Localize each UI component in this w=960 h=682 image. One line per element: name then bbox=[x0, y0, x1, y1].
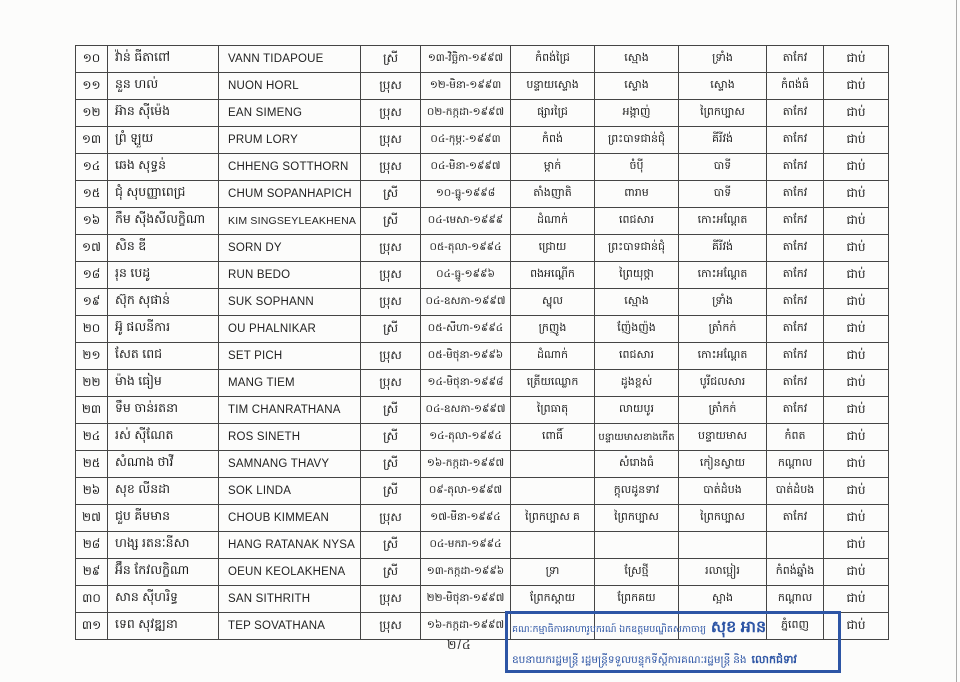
cell-commune: ដូងខ្ពស់ bbox=[595, 370, 679, 397]
cell-name_en: VANN TIDAPOUE bbox=[219, 46, 361, 73]
cell-no: ២៩ bbox=[76, 559, 108, 586]
cell-name_km: ហង្ស រតនៈនីសា bbox=[108, 532, 219, 559]
cell-dob: ០៤-ឧសភា-១៩៩៧ bbox=[421, 289, 511, 316]
cell-no: ១២ bbox=[76, 100, 108, 127]
cell-commune: ពារាម bbox=[595, 181, 679, 208]
cell-province: តាកែវ bbox=[767, 100, 824, 127]
cell-name_en: SET PICH bbox=[219, 343, 361, 370]
cell-commune: បន្ទាយមាសខាងកើត bbox=[595, 424, 679, 451]
cell-sex: ស្រី bbox=[361, 451, 421, 478]
cell-sex: ស្រី bbox=[361, 397, 421, 424]
cell-no: ១០ bbox=[76, 46, 108, 73]
cell-dob: ០៩-តុលា-១៩៩៧ bbox=[421, 478, 511, 505]
cell-sex: ស្រី bbox=[361, 46, 421, 73]
cell-sex: ប្រុស bbox=[361, 235, 421, 262]
cell-district: ត្រាំកក់ bbox=[679, 397, 767, 424]
cell-name_km: រស់ ស៊ីណែត bbox=[108, 424, 219, 451]
cell-name_en: HANG RATANAK NYSA bbox=[219, 532, 361, 559]
table-row bbox=[76, 478, 889, 505]
cell-no: ១៩ bbox=[76, 289, 108, 316]
cell-province: តាកែវ bbox=[767, 235, 824, 262]
cell-dob: ១៣-កក្កដា-១៩៩៦ bbox=[421, 559, 511, 586]
cell-name_km: សុខ លីនដា bbox=[108, 478, 219, 505]
table-row bbox=[76, 343, 889, 370]
cell-dob: ០៤-មករា-១៩៩៤ bbox=[421, 532, 511, 559]
cell-name_km: ជុំ សុបញ្ញាពេជ្រ bbox=[108, 181, 219, 208]
stamp-dignitary-name: សុខ អាន bbox=[710, 619, 767, 636]
cell-no: ១៥ bbox=[76, 181, 108, 208]
cell-name_km: នួន ហល់ bbox=[108, 73, 219, 100]
cell-sex: ស្រី bbox=[361, 208, 421, 235]
cell-province: កណ្ដាល bbox=[767, 586, 824, 613]
cell-result: ជាប់ bbox=[824, 478, 889, 505]
cell-province: ភ្នំពេញ bbox=[767, 613, 824, 640]
cell-name_km: អ៊ាន ស៊ីម៉េង bbox=[108, 100, 219, 127]
cell-commune: ស្ទោង bbox=[595, 73, 679, 100]
cell-sex: ស្រី bbox=[361, 316, 421, 343]
cell-result: ជាប់ bbox=[824, 451, 889, 478]
cell-district: បាត់ដំបង bbox=[679, 478, 767, 505]
cell-result: ជាប់ bbox=[824, 235, 889, 262]
cell-result: ជាប់ bbox=[824, 73, 889, 100]
cell-commune: ព្រែកគយ bbox=[595, 586, 679, 613]
cell-village: ដំណាក់ bbox=[511, 343, 595, 370]
cell-name_en: CHUM SOPANHAPICH bbox=[219, 181, 361, 208]
cell-sex: ស្រី bbox=[361, 532, 421, 559]
cell-result: ជាប់ bbox=[824, 343, 889, 370]
stamp-line-1 bbox=[512, 616, 834, 640]
cell-commune: ស្មោង bbox=[595, 289, 679, 316]
cell-village: ផ្សារជ្រៃ bbox=[511, 100, 595, 127]
cell-name_en: RUN BEDO bbox=[219, 262, 361, 289]
candidate-results-table bbox=[75, 45, 889, 640]
page-edge-line bbox=[956, 0, 957, 682]
cell-dob: ០៥-សីហា-១៩៩៤ bbox=[421, 316, 511, 343]
cell-district: គីរីវង់ bbox=[679, 127, 767, 154]
cell-sex: ប្រុស bbox=[361, 505, 421, 532]
cell-result: ជាប់ bbox=[824, 262, 889, 289]
cell-dob: ១៣-វិច្ឆិកា-១៩៩៧ bbox=[421, 46, 511, 73]
page-number: ២/៤ bbox=[447, 638, 472, 652]
cell-commune: ស្រែថ្មី bbox=[595, 559, 679, 586]
cell-commune: ព្រះបាទជាន់ជុំ bbox=[595, 235, 679, 262]
cell-result: ជាប់ bbox=[824, 46, 889, 73]
cell-sex: ស្រី bbox=[361, 478, 421, 505]
table-row bbox=[76, 73, 889, 100]
stamp-line-2 bbox=[512, 653, 834, 669]
cell-sex: ប្រុស bbox=[361, 154, 421, 181]
cell-commune: ព្រះបាទជាន់ជុំ bbox=[595, 127, 679, 154]
cell-commune: ព្រៃយុថ្កា bbox=[595, 262, 679, 289]
cell-dob: ០៤-មេសា-១៩៩៩ bbox=[421, 208, 511, 235]
cell-dob: ០៤-ធ្នូ-១៩៩៦ bbox=[421, 262, 511, 289]
cell-result: ជាប់ bbox=[824, 424, 889, 451]
cell-province: តាកែវ bbox=[767, 127, 824, 154]
cell-name_km: សំណាង ថាវី bbox=[108, 451, 219, 478]
cell-name_en: PRUM LORY bbox=[219, 127, 361, 154]
cell-result: ជាប់ bbox=[824, 127, 889, 154]
cell-sex: ស្រី bbox=[361, 559, 421, 586]
cell-province: តាកែវ bbox=[767, 208, 824, 235]
cell-district: បូរីជលសារ bbox=[679, 370, 767, 397]
cell-village bbox=[511, 478, 595, 505]
cell-name_en: TEP SOVATHANA bbox=[219, 613, 361, 640]
cell-name_en: SOK LINDA bbox=[219, 478, 361, 505]
cell-dob: ០៥-តុលា-១៩៩៤ bbox=[421, 235, 511, 262]
cell-no: ១៤ bbox=[76, 154, 108, 181]
cell-village: កំពង់ជ្រៃ bbox=[511, 46, 595, 73]
table-row bbox=[76, 316, 889, 343]
cell-district: ស្អាង bbox=[679, 586, 767, 613]
cell-province: កំពង់ធំ bbox=[767, 73, 824, 100]
cell-name_en: KIM SINGSEYLEAKHENA bbox=[219, 208, 361, 235]
cell-province: តាកែវ bbox=[767, 370, 824, 397]
cell-no: ២៦ bbox=[76, 478, 108, 505]
cell-name_km: ព្រំ ឡួយ bbox=[108, 127, 219, 154]
cell-village: ពងអណ្តើក bbox=[511, 262, 595, 289]
cell-no: ៣០ bbox=[76, 586, 108, 613]
cell-commune bbox=[595, 532, 679, 559]
cell-sex: ស្រី bbox=[361, 424, 421, 451]
cell-province: បាត់ដំបង bbox=[767, 478, 824, 505]
cell-name_en: OEUN KEOLAKHENA bbox=[219, 559, 361, 586]
cell-result: ជាប់ bbox=[824, 181, 889, 208]
stamp-lokchumteav-text: លោកជំទាវ bbox=[751, 654, 797, 666]
cell-dob: ១២-មិនា-១៩៩៣ bbox=[421, 73, 511, 100]
cell-result: ជាប់ bbox=[824, 559, 889, 586]
cell-name_en: EAN SIMENG bbox=[219, 100, 361, 127]
cell-result: ជាប់ bbox=[824, 613, 889, 640]
cell-name_km: ឆេង សុទ្ធន់ bbox=[108, 154, 219, 181]
cell-dob: ១០-ធ្នូ-១៩៩៨ bbox=[421, 181, 511, 208]
cell-dob: ១៧-មីនា-១៩៩៤ bbox=[421, 505, 511, 532]
table-row bbox=[76, 505, 889, 532]
cell-dob: ០៥-មិថុនា-១៩៩៦ bbox=[421, 343, 511, 370]
cell-name_en: ROS SINETH bbox=[219, 424, 361, 451]
cell-name_km: សែត ពេជ bbox=[108, 343, 219, 370]
cell-name_en: OU PHALNIKAR bbox=[219, 316, 361, 343]
cell-province: តាកែវ bbox=[767, 181, 824, 208]
cell-district: កោះអណ្ដែត bbox=[679, 208, 767, 235]
cell-district: ស្ទោង bbox=[679, 73, 767, 100]
cell-commune: ពេជសារ bbox=[595, 343, 679, 370]
cell-name_km: ស៊ុក សុផាន់ bbox=[108, 289, 219, 316]
cell-name_en: TIM CHANRATHANA bbox=[219, 397, 361, 424]
cell-village bbox=[511, 451, 595, 478]
cell-village: ពោធិ៍ bbox=[511, 424, 595, 451]
cell-province: កំពត bbox=[767, 424, 824, 451]
cell-no: ២៨ bbox=[76, 532, 108, 559]
cell-no: ២៤ bbox=[76, 424, 108, 451]
cell-village: ក្រញូង bbox=[511, 316, 595, 343]
cell-village: ត្រើយឈ្លោក bbox=[511, 370, 595, 397]
cell-name_km: អ៊ឹន កែវលក្ខិណា bbox=[108, 559, 219, 586]
cell-commune: អង្កាញ់ bbox=[595, 100, 679, 127]
cell-no: ២២ bbox=[76, 370, 108, 397]
cell-name_km: ទឹម ចាន់រតនា bbox=[108, 397, 219, 424]
cell-village: ម្កាក់ bbox=[511, 154, 595, 181]
table-row bbox=[76, 235, 889, 262]
table-row bbox=[76, 100, 889, 127]
cell-name_km: អ៊ូ ផលនីការ bbox=[108, 316, 219, 343]
table-row bbox=[76, 181, 889, 208]
cell-district: គីរីវង់ bbox=[679, 235, 767, 262]
cell-name_km: វ៉ាន់ ធីតាពៅ bbox=[108, 46, 219, 73]
table-row bbox=[76, 208, 889, 235]
cell-district: ទ្រាំង bbox=[679, 46, 767, 73]
cell-province bbox=[767, 532, 824, 559]
cell-result: ជាប់ bbox=[824, 505, 889, 532]
cell-commune: ក្ដុលដូនទាវ bbox=[595, 478, 679, 505]
cell-district: រលាប្អៀរ bbox=[679, 559, 767, 586]
blue-committee-stamp bbox=[505, 611, 841, 673]
cell-village: ព្រែកស្ដាយ bbox=[511, 586, 595, 613]
cell-name_en: MANG TIEM bbox=[219, 370, 361, 397]
cell-province: តាកែវ bbox=[767, 343, 824, 370]
cell-province: តាកែវ bbox=[767, 46, 824, 73]
cell-name_km: ម៉ាង ធៀម bbox=[108, 370, 219, 397]
cell-result: ជាប់ bbox=[824, 532, 889, 559]
table-row bbox=[76, 154, 889, 181]
cell-name_km: សិន ឌី bbox=[108, 235, 219, 262]
cell-sex: ប្រុស bbox=[361, 100, 421, 127]
cell-village: ព្រៃធាតុ bbox=[511, 397, 595, 424]
cell-sex: ប្រុស bbox=[361, 343, 421, 370]
cell-dob: ១៦-កក្កដា-១៩៩៧ bbox=[421, 613, 511, 640]
table-row bbox=[76, 127, 889, 154]
results-table-body bbox=[76, 46, 889, 640]
cell-district: ព្រៃកប្បាស bbox=[679, 505, 767, 532]
cell-province: តាកែវ bbox=[767, 505, 824, 532]
cell-no: ៣១ bbox=[76, 613, 108, 640]
cell-sex: ប្រុស bbox=[361, 586, 421, 613]
cell-district: កោះអណ្ដែត bbox=[679, 262, 767, 289]
cell-result: ជាប់ bbox=[824, 100, 889, 127]
stamp-title-text: ឧបនាយករដ្ឋមន្ត្រី រដ្ឋមន្ត្រីទទួលបន្ទុកទីស្ដីការគណៈរដ្ឋមន្ត្រី និង bbox=[512, 654, 747, 666]
cell-commune: ចំប៉ី bbox=[595, 154, 679, 181]
cell-result: ជាប់ bbox=[824, 586, 889, 613]
cell-dob: ០៤-ឧសភា-១៩៩៧ bbox=[421, 397, 511, 424]
cell-dob: ០២-កក្កដា-១៩៩៧ bbox=[421, 100, 511, 127]
cell-village: តាំងញាតិ bbox=[511, 181, 595, 208]
cell-name_en: SUK SOPHANN bbox=[219, 289, 361, 316]
cell-village: បន្ទាយស្ទោង bbox=[511, 73, 595, 100]
cell-name_km: រុន បេដូ bbox=[108, 262, 219, 289]
table-row bbox=[76, 451, 889, 478]
cell-no: ១៨ bbox=[76, 262, 108, 289]
cell-sex: ស្រី bbox=[361, 181, 421, 208]
cell-sex: ប្រុស bbox=[361, 73, 421, 100]
cell-province: តាកែវ bbox=[767, 289, 824, 316]
cell-village: ស្នុល bbox=[511, 289, 595, 316]
cell-name_en: SAN SITHRITH bbox=[219, 586, 361, 613]
cell-commune: សំរោងធំ bbox=[595, 451, 679, 478]
cell-village: ទ្រា bbox=[511, 559, 595, 586]
cell-commune: លាយបូរ bbox=[595, 397, 679, 424]
cell-commune: ញ៉ែងញ៉ង bbox=[595, 316, 679, 343]
table-row bbox=[76, 262, 889, 289]
cell-no: ២៣ bbox=[76, 397, 108, 424]
cell-district: បន្ទាយមាស bbox=[679, 424, 767, 451]
cell-no: ១៧ bbox=[76, 235, 108, 262]
cell-district: ទ្រាំង bbox=[679, 289, 767, 316]
cell-commune: ស្មោង bbox=[595, 46, 679, 73]
cell-dob: ១៤-តុលា-១៩៩៤ bbox=[421, 424, 511, 451]
cell-name_en: SORN DY bbox=[219, 235, 361, 262]
table-row bbox=[76, 370, 889, 397]
cell-no: ២៥ bbox=[76, 451, 108, 478]
cell-result: ជាប់ bbox=[824, 289, 889, 316]
cell-sex: ប្រុស bbox=[361, 289, 421, 316]
stamp-committee-text: គណៈកម្មាធិការអាហារូបករណ៍ ឯកឧត្តមបណ្ឌិតសភាចារ្យ bbox=[512, 624, 706, 635]
cell-village: កំពង់ bbox=[511, 127, 595, 154]
table-row bbox=[76, 289, 889, 316]
cell-district: ព្រៃកប្បាស bbox=[679, 100, 767, 127]
cell-district: កោះអណ្ដែត bbox=[679, 343, 767, 370]
cell-sex: ប្រុស bbox=[361, 262, 421, 289]
table-row bbox=[76, 424, 889, 451]
cell-province: កំពង់ឆ្នាំង bbox=[767, 559, 824, 586]
cell-district: ត្រាំកក់ bbox=[679, 316, 767, 343]
cell-village: ជ្រោយ bbox=[511, 235, 595, 262]
cell-result: ជាប់ bbox=[824, 370, 889, 397]
cell-name_en: CHOUB KIMMEAN bbox=[219, 505, 361, 532]
cell-village: ព្រៃកប្បាស គ bbox=[511, 505, 595, 532]
cell-name_en: NUON HORL bbox=[219, 73, 361, 100]
cell-sex: ប្រុស bbox=[361, 127, 421, 154]
cell-district: កៀនស្វាយ bbox=[679, 451, 767, 478]
cell-sex: ប្រុស bbox=[361, 613, 421, 640]
cell-province: តាកែវ bbox=[767, 154, 824, 181]
cell-district: បាទី bbox=[679, 154, 767, 181]
table-row bbox=[76, 397, 889, 424]
cell-commune: ព្រៃកប្បាស bbox=[595, 505, 679, 532]
table-row bbox=[76, 586, 889, 613]
cell-dob: ១៤-មិថុនា-១៩៩៨ bbox=[421, 370, 511, 397]
cell-sex: ប្រុស bbox=[361, 370, 421, 397]
cell-no: ១១ bbox=[76, 73, 108, 100]
cell-district: បាទី bbox=[679, 181, 767, 208]
cell-province: តាកែវ bbox=[767, 316, 824, 343]
cell-no: ២០ bbox=[76, 316, 108, 343]
table-row bbox=[76, 532, 889, 559]
cell-no: ២៧ bbox=[76, 505, 108, 532]
cell-name_km: ទេព សុវឌ្ឍនា bbox=[108, 613, 219, 640]
cell-province: តាកែវ bbox=[767, 262, 824, 289]
cell-name_km: សាន ស៊ីហរិទ្ធ bbox=[108, 586, 219, 613]
cell-dob: ០៤-មិនា-១៩៩៧ bbox=[421, 154, 511, 181]
cell-result: ជាប់ bbox=[824, 397, 889, 424]
cell-result: ជាប់ bbox=[824, 154, 889, 181]
cell-name_km: ជួប គីមមាន bbox=[108, 505, 219, 532]
cell-dob: ១៦-កក្កដា-១៩៩៧ bbox=[421, 451, 511, 478]
table-row bbox=[76, 559, 889, 586]
table-row bbox=[76, 46, 889, 73]
cell-province: កណ្ដាល bbox=[767, 451, 824, 478]
cell-district bbox=[679, 532, 767, 559]
cell-result: ជាប់ bbox=[824, 316, 889, 343]
cell-result: ជាប់ bbox=[824, 208, 889, 235]
cell-dob: ២២-មិថុនា-១៩៩៧ bbox=[421, 586, 511, 613]
cell-name_en: SAMNANG THAVY bbox=[219, 451, 361, 478]
cell-dob: ០៤-កុម្ភៈ-១៩៩៣ bbox=[421, 127, 511, 154]
cell-village bbox=[511, 532, 595, 559]
cell-no: ១៣ bbox=[76, 127, 108, 154]
cell-name_en: CHHENG SOTTHORN bbox=[219, 154, 361, 181]
cell-no: ២១ bbox=[76, 343, 108, 370]
cell-no: ១៦ bbox=[76, 208, 108, 235]
cell-name_km: កឹម ស៊ីងសីលក្ខិណា bbox=[108, 208, 219, 235]
cell-village: ដំណាក់ bbox=[511, 208, 595, 235]
cell-province: តាកែវ bbox=[767, 397, 824, 424]
cell-commune: ពេជសារ bbox=[595, 208, 679, 235]
